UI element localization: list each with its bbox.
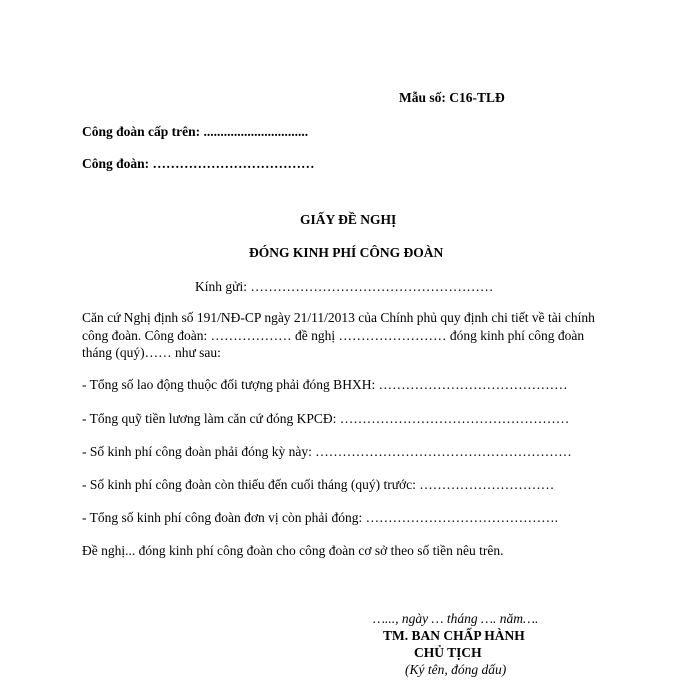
signature-note: (Ký tên, đóng dấu) <box>405 662 507 677</box>
item-total-salary-fund: - Tổng quỹ tiền lương làm căn cứ đóng KPCĐ: …………………………………………… <box>82 411 570 426</box>
signature-role-1: TM. BAN CHẤP HÀNH <box>383 628 525 643</box>
upper-union-line: Công đoàn cấp trên: ............................... <box>82 124 309 139</box>
title-line-1: GIẤY ĐỀ NGHỊ <box>300 212 397 227</box>
form-code: Mẫu số: C16-TLĐ <box>399 90 505 105</box>
union-line: Công đoàn: ……………………………… <box>82 156 315 171</box>
item-fee-this-period: - Số kinh phí công đoàn phải đóng kỳ này: ………………………………………………… <box>82 444 572 459</box>
item-total-workers: - Tổng số lao động thuộc đối tượng phải đóng BHXH: …………………………………… <box>82 377 568 392</box>
title-line-2: ĐÓNG KINH PHÍ CÔNG ĐOÀN <box>249 245 444 260</box>
signature-date-line: …..., ngày … tháng …. năm…. <box>373 611 539 626</box>
item-total-fee-due: - Tổng số kinh phí công đoàn đơn vị còn phải đóng: ……………………………………. <box>82 510 558 525</box>
recipient-line: Kính gửi: ……………………………………………… <box>195 279 494 294</box>
item-fee-outstanding: - Số kinh phí công đoàn còn thiếu đến cuối tháng (quý) trước: ………………………… <box>82 477 555 492</box>
request-line: Đề nghị... đóng kinh phí công đoàn cho công đoàn cơ sở theo số tiền nêu trên. <box>82 543 504 558</box>
basis-paragraph: Căn cứ Nghị định số 191/NĐ-CP ngày 21/11/2013 của Chính phủ quy định chi tiết về tài chính công đoàn. Công đoàn: ……………… đề nghị …………………… đóng kinh phí công đoàn tháng (quý)…… như sau: <box>82 310 595 360</box>
signature-role-2: CHỦ TỊCH <box>414 645 482 660</box>
